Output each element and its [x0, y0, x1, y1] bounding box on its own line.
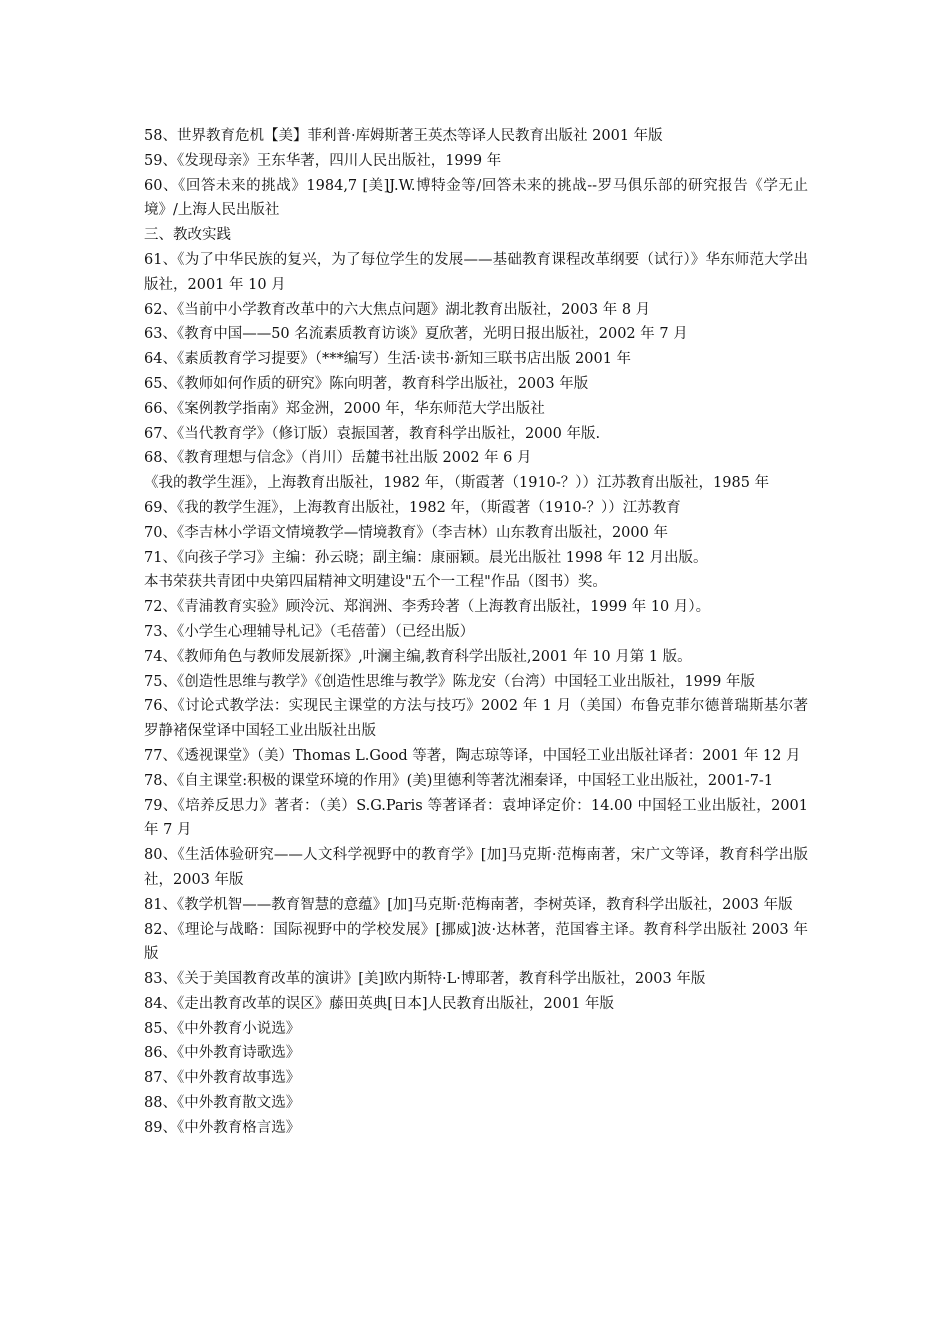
- list-item-84: 84、《走出教育改革的误区》藤田英典[日本]人民教育出版社，2001 年版: [144, 995, 615, 1012]
- list-item-78: 78、《自主课堂:积极的课堂环境的作用》(美)里德利等著沈湘秦译，中国轻工业出版社，2001-7-1: [144, 772, 774, 789]
- list-item-68: 68、《教育理想与信念》（肖川）岳麓书社出版 2002 年 6 月: [144, 450, 532, 467]
- list-item-77: 77、《透视课堂》（美）Thomas L.Good 等著，陶志琼等译，中国轻工业出版社译者：2001 年 12 月: [144, 747, 801, 764]
- list-item-76: 76、《讨论式教学法：实现民主课堂的方法与技巧》2002 年 1 月（美国）布鲁克菲尔德普瑞斯基尔著罗静褚保堂译中国轻工业出版社出版: [144, 698, 808, 740]
- list-item-70: 70、《李吉林小学语文情境教学—情境教育》（李吉林）山东教育出版社，2000 年: [144, 524, 668, 541]
- list-item-81: 81、《教学机智——教育智慧的意蕴》[加]马克斯·范梅南著，李树英译，教育科学出版社，2003 年版: [144, 896, 793, 913]
- list-item-61: 61、《为了中华民族的复兴，为了每位学生的发展——基础教育课程改革纲要（试行）》华东师范大学出版社，2001 年 10 月: [144, 251, 808, 293]
- list-item-82: 82、《理论与战略：国际视野中的学校发展》[挪威]波·达林著，范国睿主译。教育科学出版社 2003 年版: [144, 921, 808, 963]
- list-item-89: 89、《中外教育格言选》: [144, 1119, 301, 1136]
- list-item-73: 73、《小学生心理辅导札记》（毛蓓蕾）（已经出版）: [144, 623, 475, 640]
- list-item-79: 79、《培养反思力》著者：（美）S.G.Paris 等著译者：袁坤译定价：14.00 中国轻工业出版社，2001 年 7 月: [144, 797, 808, 839]
- document-body: [144, 124, 808, 1141]
- list-item-88: 88、《中外教育散文选》: [144, 1095, 301, 1112]
- list-item-65: 65、《教师如何作质的研究》陈向明著，教育科学出版社，2003 年版: [144, 375, 589, 392]
- section-heading: 三、教改实践: [144, 227, 231, 244]
- list-item-71: 71、《向孩子学习》主编：孙云晓；副主编：康丽颖。晨光出版社 1998 年 12 月出版。: [144, 549, 708, 566]
- list-item-72: 72、《青浦教育实验》顾泠沅、郑润洲、李秀玲著（上海教育出版社，1999 年 10 月）。: [144, 599, 711, 616]
- list-item-62: 62、《当前中小学教育改革中的六大焦点问题》湖北教育出版社，2003 年 8 月: [144, 301, 651, 318]
- list-item-64: 64、《素质教育学习提要》（***编写）生活·读书·新知三联书店出版 2001 年: [144, 351, 632, 368]
- list-item-75: 75、《创造性思维与教学》《创造性思维与教学》陈龙安（台湾）中国轻工业出版社，1999 年版: [144, 673, 755, 690]
- list-item-80: 80、《生活体验研究——人文科学视野中的教育学》[加]马克斯·范梅南著，宋广文等译，教育科学出版社，2003 年版: [144, 847, 808, 888]
- list-item-87: 87、《中外教育故事选》: [144, 1070, 301, 1087]
- list-item-67: 67、《当代教育学》（修订版）袁振国著，教育科学出版社，2000 年版.: [144, 425, 601, 442]
- list-item-66: 66、《案例教学指南》郑金洲，2000 年，华东师范大学出版社: [144, 400, 545, 417]
- list-item-60: 60、《回答未来的挑战》1984,7 [美]J.W.博特金等/回答未来的挑战--罗马俱乐部的研究报告《学无止境》/上海人民出版社: [144, 177, 808, 219]
- list-item-59: 59、《发现母亲》王东华著，四川人民出版社，1999 年: [144, 152, 502, 169]
- list-item-69: 69、《我的教学生涯》，上海教育出版社，1982 年，（斯霞著（1910-？））江苏教育: [144, 499, 681, 516]
- list-item-note: 《我的教学生涯》，上海教育出版社，1982 年，（斯霞著（1910-？））江苏教育出版社，1985 年: [144, 475, 770, 492]
- list-item-83: 83、《关于美国教育改革的演讲》[美]欧内斯特·L·博耶著，教育科学出版社，2003 年版: [144, 971, 706, 988]
- list-item-85: 85、《中外教育小说选》: [144, 1020, 301, 1037]
- list-item-86: 86、《中外教育诗歌选》: [144, 1045, 301, 1062]
- list-item-58: 58、世界教育危机【美】菲利普·库姆斯著王英杰等译人民教育出版社 2001 年版: [144, 128, 663, 144]
- list-item-74: 74、《教师角色与教师发展新探》,叶澜主编,教育科学出版社,2001 年 10 月第 1 版。: [144, 648, 692, 665]
- list-item-63: 63、《教育中国——50 名流素质教育访谈》夏欣著，光明日报出版社，2002 年 7 月: [144, 326, 688, 343]
- list-item-71-note: 本书荣获共青团中央第四届精神文明建设"五个一工程"作品（图书）奖。: [144, 574, 607, 591]
